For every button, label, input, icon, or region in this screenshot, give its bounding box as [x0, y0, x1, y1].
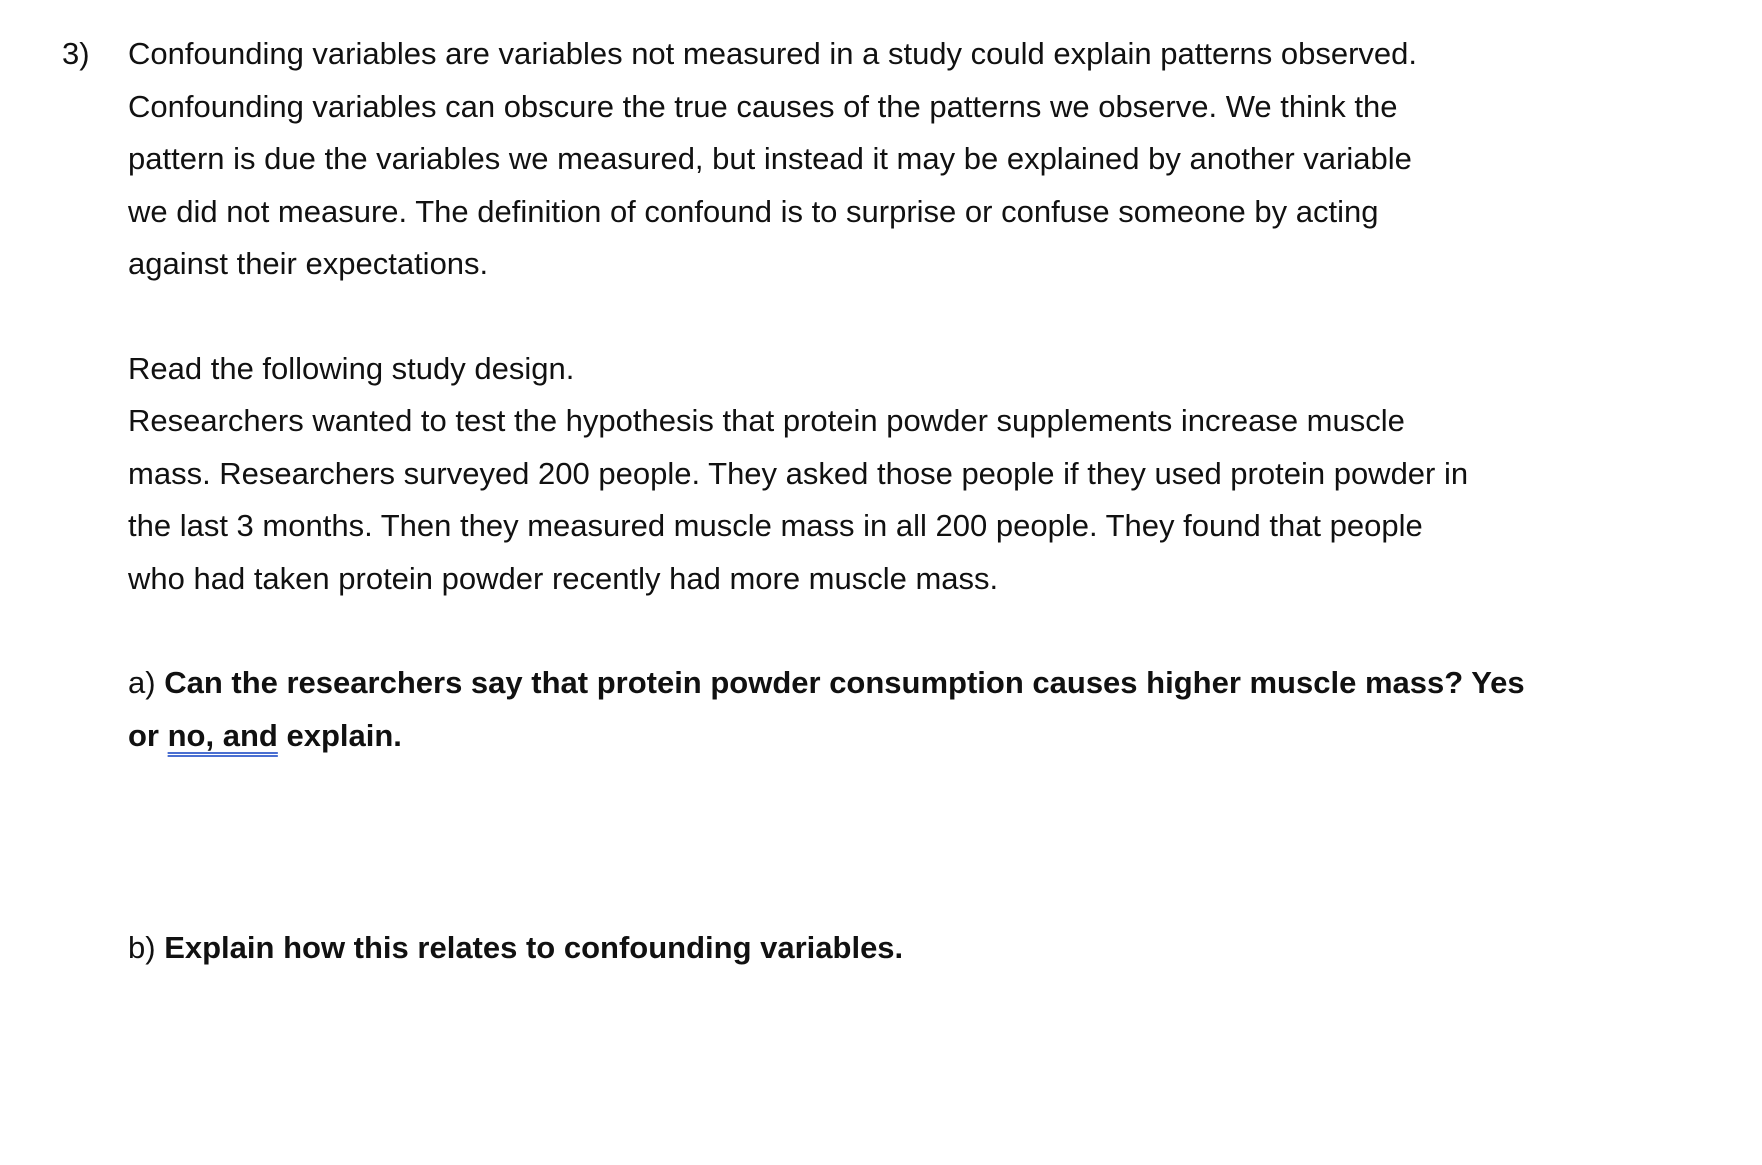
part-a-line-2-prefix: or — [128, 717, 168, 753]
question-number: 3) — [62, 36, 90, 71]
intro-line: we did not measure. The definition of confound is to surprise or confuse someone by acting — [128, 193, 1379, 229]
answer-space-a[interactable] — [128, 762, 1618, 922]
part-a-line-2 — [128, 710, 1618, 763]
part-b-question-text: Explain how this relates to confounding variables. — [164, 930, 904, 965]
part-a-line-2-suffix: explain. — [277, 717, 402, 753]
intro-line: Confounding variables are variables not measured in a study could explain patterns observed. — [128, 36, 1417, 71]
study-design-line: mass. Researchers surveyed 200 people. They asked those people if they used protein powder in — [128, 455, 1469, 491]
part-a-line-1 — [128, 657, 1618, 710]
study-design-line: who had taken protein powder recently had more muscle mass. — [128, 560, 999, 596]
study-design-line: the last 3 months. Then they measured muscle mass in all 200 people. They found that people — [128, 508, 1423, 543]
intro-line: Confounding variables can obscure the true causes of the patterns we observe. We think the — [128, 88, 1398, 124]
grammar-flagged-text[interactable]: no, and — [167, 717, 278, 753]
intro-paragraph — [128, 28, 1618, 291]
study-design-paragraph — [128, 343, 1618, 606]
part-a-prompt — [128, 657, 1618, 762]
part-a-label: a) — [128, 665, 156, 700]
spacer — [128, 605, 1618, 657]
intro-line: pattern is due the variables we measured, but instead it may be explained by another variable — [128, 141, 1412, 176]
spacer — [128, 291, 1618, 343]
study-design-line: Researchers wanted to test the hypothesis that protein powder supplements increase muscle — [128, 403, 1405, 438]
part-b-line — [128, 922, 1618, 975]
part-b-prompt — [128, 922, 1618, 975]
intro-line: against their expectations. — [128, 246, 489, 281]
question-body — [128, 28, 1618, 975]
part-a-question-text: Can the researchers say that protein powder consumption causes higher muscle mass? Yes — [164, 665, 1525, 700]
study-design-heading: Read the following study design. — [128, 350, 575, 386]
part-b-label: b) — [128, 930, 156, 965]
